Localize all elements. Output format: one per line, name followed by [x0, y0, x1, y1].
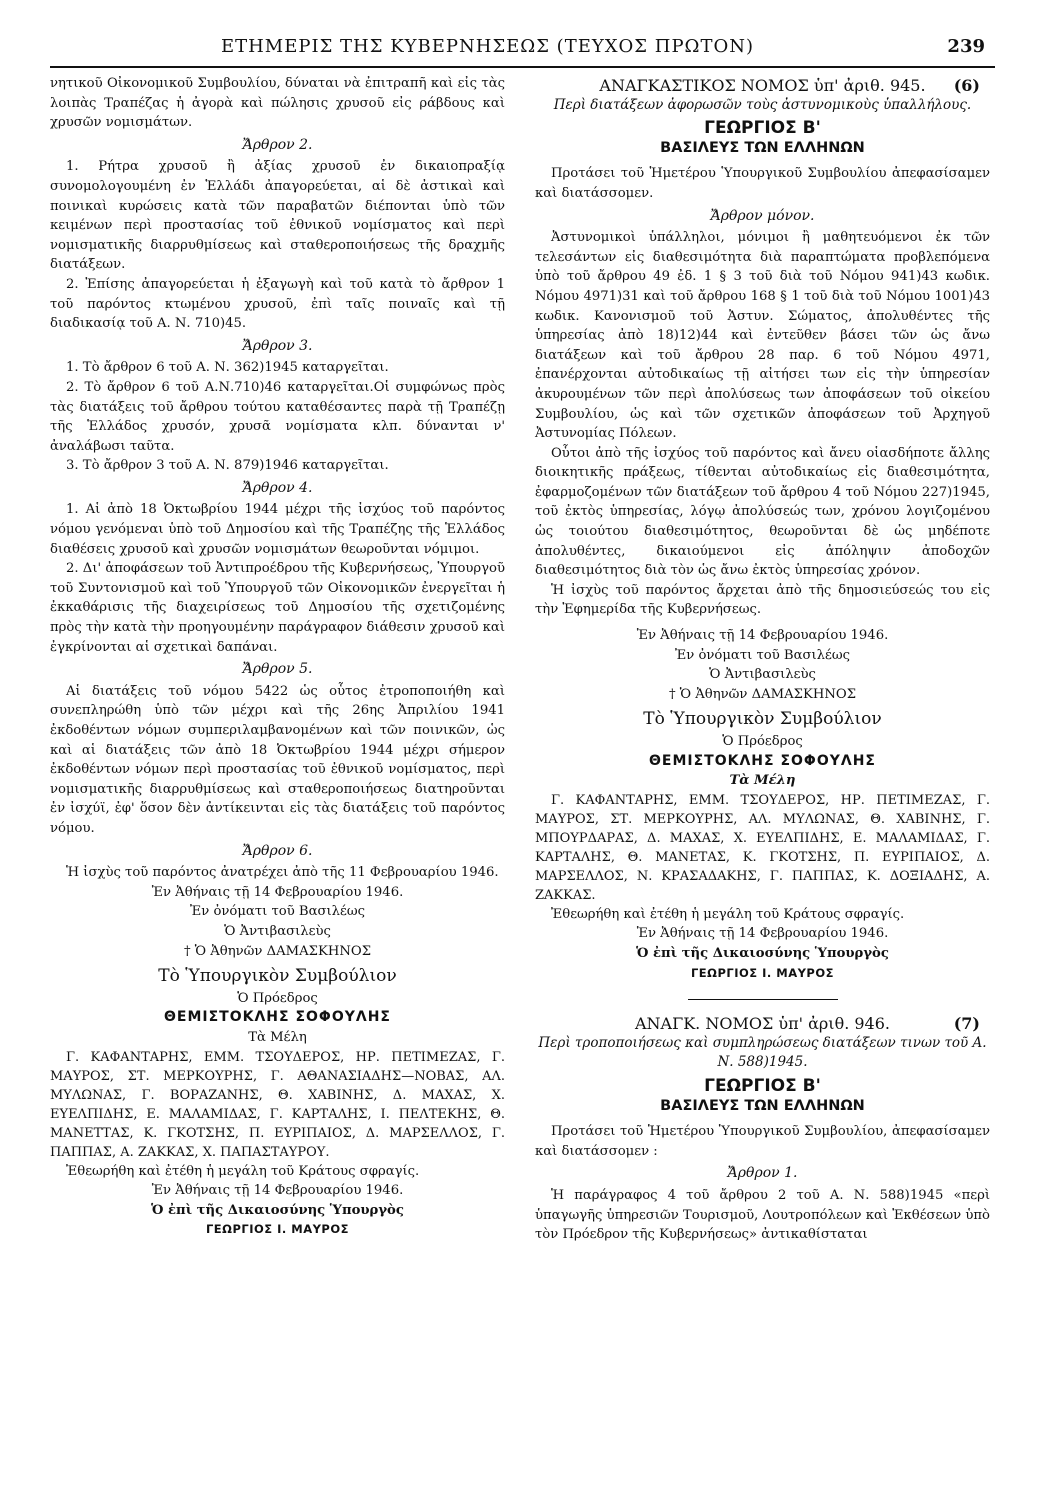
article-heading: Ἄρθρον 3.	[242, 337, 313, 354]
members-list: Γ. ΚΑΦΑΝΤΑΡΗΣ, ΕΜΜ. ΤΣΟΥΔΕΡΟΣ, ΗΡ. ΠΕΤΙΜΕΖΑΣ, Γ. ΜΑΥΡΟΣ, ΣΤ. ΜΕΡΚΟΥΡΗΣ, Γ. ΑΘΑΝΑΣΙΑΔΗΣ—ΝΟΒΑΣ, ΑΛ. ΜΥΛΩΝΑΣ, Γ. ΒΟΡΑΖΑΝΗΣ, Θ. ΧΑΒΙΝΗΣ, Δ. ΜΑΧΑΣ, Χ. ΕΥΕΛΠΙΔΗΣ, Ε. ΜΑΛΑΜΙΔΑΣ, Γ. ΚΑΡΤΑΛΗΣ, Ι. ΠΕΛΤΕΚΗΣ, Θ. ΜΑΝΕΤΤΑΣ, Κ. ΓΚΟΤΣΗΣ, Π. ΕΥΡΙΠΑΙΟΣ, Δ. ΜΑΡΣΕΛΛΟΣ, Γ. ΠΑΠΠΑΣ, Α. ΖΑΚΚΑΣ, Χ. ΠΑΠΑΣΤΑΥΡΟΥ.	[50, 1049, 505, 1160]
paragraph: 2. Ἐπίσης ἀπαγορεύεται ἡ ἐξαγωγὴ καὶ τοῦ κατὰ τὸ ἄρθρον 1 τοῦ παρόντος κτωμένου χρυσοῦ, ἐπὶ ταῖς ποιναῖς καὶ τῇ διαδικασίᾳ τοῦ Α. Ν. 710)45.	[50, 276, 505, 332]
article-heading: Ἄρθρον 6.	[242, 842, 313, 859]
paragraph: 1. Αἱ ἀπὸ 18 Ὀκτωβρίου 1944 μέχρι τῆς ἰσχύος τοῦ παρόντος νόμου γενόμεναι ὑπὸ τοῦ Δημοσίου καὶ τῆς Τραπέζης τῆς Ἑλλάδος διαθέσεις χρυσοῦ καὶ χρυσῶν νομισμάτων θεωροῦνται νόμιμοι.	[50, 502, 505, 557]
in-name-of-king: Ἐν ὀνόματι τοῦ Βασιλέως	[189, 904, 366, 920]
president-label: Ὁ Πρόεδρος	[722, 734, 803, 749]
page-header	[50, 30, 995, 68]
paragraph: Ἡ ἰσχὺς τοῦ παρόντος ἄρχεται ἀπὸ τῆς δημοσιεύσεώς του εἰς τὴν Ἐφημερίδα τῆς Κυβερνήσεως.	[535, 582, 990, 618]
president-name: ΘΕΜΙΣΤΟΚΛΗΣ ΣΟΦΟΥΛΗΣ	[649, 752, 876, 769]
president-label: Ὁ Πρόεδρος	[237, 990, 318, 1006]
left-column	[50, 74, 505, 1240]
king-name: ΓΕΩΡΓΙΟΣ Β'	[704, 1075, 821, 1096]
members-list: Γ. ΚΑΦΑΝΤΑΡΗΣ, ΕΜΜ. ΤΣΟΥΔΕΡΟΣ, ΗΡ. ΠΕΤΙΜΕΖΑΣ, Γ. ΜΑΥΡΟΣ, ΣΤ. ΜΕΡΚΟΥΡΗΣ, ΑΛ. ΜΥΛΩΝΑΣ, Θ. ΧΑΒΙΝΗΣ, Γ. ΜΠΟΥΡΔΑΡΑΣ, Δ. ΜΑΧΑΣ, Χ. ΕΥΕΛΠΙΔΗΣ, Ε. ΜΑΛΑΜΙΔΑΣ, Γ. ΚΑΡΤΑΛΗΣ, Θ. ΜΑΝΕΤΑΣ, Κ. ΓΚΟΤΣΗΣ, Π. ΕΥΡΙΠΑΙΟΣ, Δ. ΜΑΡΣΕΛΛΟΣ, Ν. ΚΡΑΣΑΔΑΚΗΣ, Γ. ΠΑΠΠΑΣ, Κ. ΔΟΞΙΑΔΗΣ, Α. ΖΑΚΚΑΣ.	[535, 792, 990, 903]
article-heading: Ἄρθρον 2.	[242, 136, 313, 153]
paragraph: Ἀστυνομικοὶ ὑπάλληλοι, μόνιμοι ἢ μαθητευόμενοι ἐκ τῶν τελεσάντων εἰς διαθεσιμότητα διὰ παραπτώματα προβλεπόμενα ὑπὸ τοῦ ἄρθρου 49 ἐδ. 1 § 3 τοῦ διὰ τοῦ Νόμου 941)43 κωδικ. Νόμου 4971)31 καὶ τοῦ ἄρθρου 168 § 1 τοῦ διὰ τοῦ Νόμου 1001)43 κωδικ. Κανονισμοῦ τοῦ Ἀστυν. Σώματος, ἀπολυθέντες τῆς ὑπηρεσίας ἀπὸ 18)12)44 καὶ ἐντεῦθεν βάσει τῶν ὡς ἄνω διατάξεων καὶ τοῦ ἄρθρου 28 παρ. 6 τοῦ Νόμου 4971, ἐπανέρχονται αὐτοδικαίως τῇ αἰτήσει των εἰς τὴν ὑπηρεσίαν ἀκυρουμένων τῶν περὶ ἀπολύσεως των ἀποφάσεων τοῦ οἰκείου Συμβουλίου, ὡς καὶ τῶν σχετικῶν ἀποφάσεων τοῦ Ἀρχηγοῦ Ἀστυνομίας Πόλεων.	[535, 230, 990, 442]
law-6-title-row	[535, 76, 990, 96]
law-6-subtitle: Περὶ διατάξεων ἀφορωσῶν τοὺς ἀστυνομικοὺς ὑπαλλήλους.	[553, 96, 972, 113]
date-line: Ἐν Ἀθήναις τῇ 14 Φεβρουαρίου 1946.	[636, 926, 889, 942]
article-heading: Ἄρθρον μόνον.	[710, 207, 815, 224]
members-label: Τὰ Μέλη	[729, 773, 796, 789]
paragraph: 3. Τὸ ἄρθρον 3 τοῦ Α. Ν. 879)1946 καταργεῖται.	[66, 458, 389, 474]
council-heading: Τὸ Ὑπουργικὸν Συμβούλιον	[158, 966, 397, 987]
justice-minister-name: ΓΕΩΡΓΙΟΣ Ι. ΜΑΥΡΟΣ	[205, 1222, 349, 1237]
page-number: 239	[947, 36, 985, 57]
members-label: Τὰ Μέλη	[248, 1029, 307, 1045]
date-line: Ἐν Ἀθήναις τῇ 14 Φεβρουαρίου 1946.	[151, 1183, 404, 1199]
intro-paragraph: νητικοῦ Οἰκονομικοῦ Συμβουλίου, δύναται νὰ ἐπιτραπῆ καὶ εἰς τὰς λοιπὰς Τραπέζας ἡ ἀγορὰ καὶ πώλησις χρυσοῦ εἰς ράβδους καὶ χρυσῶν νομισμάτων.	[50, 76, 505, 131]
section-divider	[688, 999, 838, 1000]
law-6-number: (6)	[953, 76, 980, 95]
article-heading: Ἄρθρον 5.	[242, 661, 313, 678]
regent-name: † Ὁ Ἀθηνῶν ΔΑΜΑΣΚΗΝΟΣ	[668, 686, 857, 702]
paragraph: 1. Ρήτρα χρυσοῦ ἢ ἀξίας χρυσοῦ ἐν δικαιοπραξίᾳ συνομολογουμένη ἐν Ἑλλάδι ἀπαγορεύεται, αἱ δὲ ἀστικαὶ καὶ ποινικαὶ κυρώσεις κατὰ τῶν παραβατῶν διέπονται ὑπὸ τῶν κειμένων περὶ προστασίας τοῦ ἐθνικοῦ νομίσματος καὶ περὶ νομισματικῆς διαρρυθμίσεως καὶ σταθεροποιήσεως τῆς δραχμῆς διατάξεων.	[50, 159, 505, 273]
paragraph: 1. Τὸ ἄρθρον 6 τοῦ Α. Ν. 362)1945 καταργεῖται.	[66, 360, 389, 376]
regent-name: † Ὁ Ἀθηνῶν ΔΑΜΑΣΚΗΝΟΣ	[183, 943, 372, 959]
right-column	[535, 74, 990, 1245]
law-7-title-row	[535, 1014, 990, 1034]
regent-title: Ὁ Ἀντιβασιλεὺς	[709, 667, 816, 683]
regent-title: Ὁ Ἀντιβασιλεὺς	[224, 923, 331, 939]
council-heading: Τὸ Ὑπουργικὸν Συμβούλιον	[643, 709, 882, 730]
proposal-line: Προτάσει τοῦ Ἡμετέρου Ὑπουργικοῦ Συμβουλίου ἀπεφασίσαμεν καὶ διατάσσομεν.	[535, 166, 990, 201]
law-7-number: (7)	[953, 1014, 980, 1034]
article-heading: Ἄρθρον 4.	[242, 479, 313, 496]
paragraph: Ἡ παράγραφος 4 τοῦ ἄρθρου 2 τοῦ Α. Ν. 588)1945 «περὶ ὑπαγωγῆς ὑπηρεσιῶν Τουρισμοῦ, Λουτροπόλεων καὶ Ἐκθέσεων ὑπὸ τὸν Πρόεδρον τῆς Κυβερνήσεως» ἀντικαθίσταται	[535, 1187, 990, 1243]
king-name: ΓΕΩΡΓΙΟΣ Β'	[704, 118, 821, 139]
seal-line: Ἐθεωρήθη καὶ ἐτέθη ἡ μεγάλη τοῦ Κράτους σφραγίς.	[551, 906, 905, 922]
king-title: ΒΑΣΙΛΕΥΣ ΤΩΝ ΕΛΛΗΝΩΝ	[660, 139, 865, 156]
date-line: Ἐν Ἀθήναις τῇ 14 Φεβρουαρίου 1946.	[636, 628, 889, 644]
justice-minister-title: Ὁ ἐπὶ τῆς Δικαιοσύνης Ὑπουργὸς	[636, 945, 889, 961]
in-name-of-king: Ἐν ὀνόματι τοῦ Βασιλέως	[674, 647, 851, 663]
seal-line: Ἐθεωρήθη καὶ ἐτέθη ἡ μεγάλη τοῦ Κράτους σφραγίς.	[66, 1163, 420, 1179]
date-line: Ἐν Ἀθήναις τῇ 14 Φεβρουαρίου 1946.	[151, 884, 404, 900]
king-title: ΒΑΣΙΛΕΥΣ ΤΩΝ ΕΛΛΗΝΩΝ	[660, 1097, 865, 1114]
president-name: ΘΕΜΙΣΤΟΚΛΗΣ ΣΟΦΟΥΛΗΣ	[164, 1009, 391, 1026]
running-title: ΕΤΗΜΕΡΙΣ ΤΗΣ ΚΥΒΕΡΝΗΣΕΩΣ (ΤΕΥΧΟΣ ΠΡΩΤΟΝ)	[220, 36, 755, 57]
proposal-line: Προτάσει τοῦ Ἡμετέρου Ὑπουργικοῦ Συμβουλίου, ἀπεφασίσαμεν καὶ διατάσσομεν :	[535, 1124, 990, 1159]
paragraph: Ἡ ἰσχὺς τοῦ παρόντος ἀνατρέχει ἀπὸ τῆς 11 Φεβρουαρίου 1946.	[66, 865, 499, 881]
paragraph: 2. Δι' ἀποφάσεων τοῦ Ἀντιπροέδρου τῆς Κυβερνήσεως, Ὑπουργοῦ τοῦ Συντονισμοῦ καὶ τοῦ Ὑπουργοῦ τῶν Οἰκονομικῶν ἐνεργεῖται ἡ ἐκκαθάρισις τῆς διαχειρίσεως τοῦ Δημοσίου τῆς σχετιζομένης πρὸς τὴν κατὰ τὴν προηγουμένην παράγραφον διάθεσιν χρυσοῦ καὶ ἐγκρίνονται αἱ σχετικαὶ δαπάναι.	[50, 561, 505, 655]
justice-minister-name: ΓΕΩΡΓΙΟΣ Ι. ΜΑΥΡΟΣ	[690, 965, 834, 980]
justice-minister-title: Ὁ ἐπὶ τῆς Δικαιοσύνης Ὑπουργὸς	[151, 1202, 404, 1218]
paragraph: Οὗτοι ἀπὸ τῆς ἰσχύος τοῦ παρόντος καὶ ἄνευ οἱασδήποτε ἄλλης διοικητικῆς πράξεως, τίθενται αὐτοδικαίως εἰς διαθεσιμότητα, ἐφαρμοζομένων τῶν διατάξεων τοῦ ἄρθρου 4 τοῦ Νόμου 227)1945, τοῦ ἐκτὸς ὑπηρεσίας, λόγῳ ἀπολύσεώς των, χρόνου λογιζομένου ὡς τοιούτου διαθεσιμότητος, θεωροῦνται δὲ ὡς μηδέποτε ἀπολυθέντες, δικαιούμενοι εἰς ἀπόληψιν ἀποδοχῶν διαθεσιμότητος διὰ τὸν ὡς ἄνω ἐκτὸς ὑπηρεσίας χρόνον.	[535, 445, 990, 579]
law-7-title: ΑΝΑΓΚ. ΝΟΜΟΣ ὑπ' ἀριθ. 946.	[635, 1014, 890, 1034]
paragraph: 2. Τὸ ἄρθρον 6 τοῦ Α.Ν.710)46 καταργεῖται.Οἱ συμφώνως πρὸς τὰς διατάξεις τοῦ ἄρθρου τούτου καταθέσαντες παρὰ τῇ Τραπέζῃ τῆς Ἑλλάδος χρυσόν, χρυσᾶ νομίσματα κλπ. δύνανται ν' ἀναλάβωσι ταῦτα.	[50, 379, 505, 454]
law-6-title: ΑΝΑΓΚΑΣΤΙΚΟΣ ΝΟΜΟΣ ὑπ' ἀριθ. 945.	[599, 76, 926, 95]
law-7-subtitle: Περὶ τροποποιήσεως καὶ συμπληρώσεως διατάξεων τινων τοῦ Α. Ν. 588)1945.	[538, 1034, 987, 1071]
article-heading: Ἄρθρον 1.	[727, 1165, 798, 1182]
paragraph: Αἱ διατάξεις τοῦ νόμου 5422 ὡς οὗτος ἐτροποποιήθη καὶ συνεπληρώθη ὑπὸ τῶν μέχρι καὶ τῆς 26ης Ἀπριλίου 1941 ἐκδοθέντων νόμων συμπεριλαμβανομένων καὶ τῶν ποινικῶν, ὡς καὶ αἱ διατάξεις τῶν ἀπὸ 18 Ὀκτωβρίου 1944 μέχρι σήμερον ἐκδοθέντων νόμων περὶ προστασίας τοῦ ἐθνικοῦ νομίσματος, περὶ νομισματικῆς διαρρυθμίσεως καὶ σταθεροποιήσεως διατηροῦνται ἐν ἰσχύϊ, ἐφ' ὅσον δὲν ἀντίκεινται εἰς τὰς διατάξεις τοῦ παρόντος νόμου.	[50, 683, 505, 836]
